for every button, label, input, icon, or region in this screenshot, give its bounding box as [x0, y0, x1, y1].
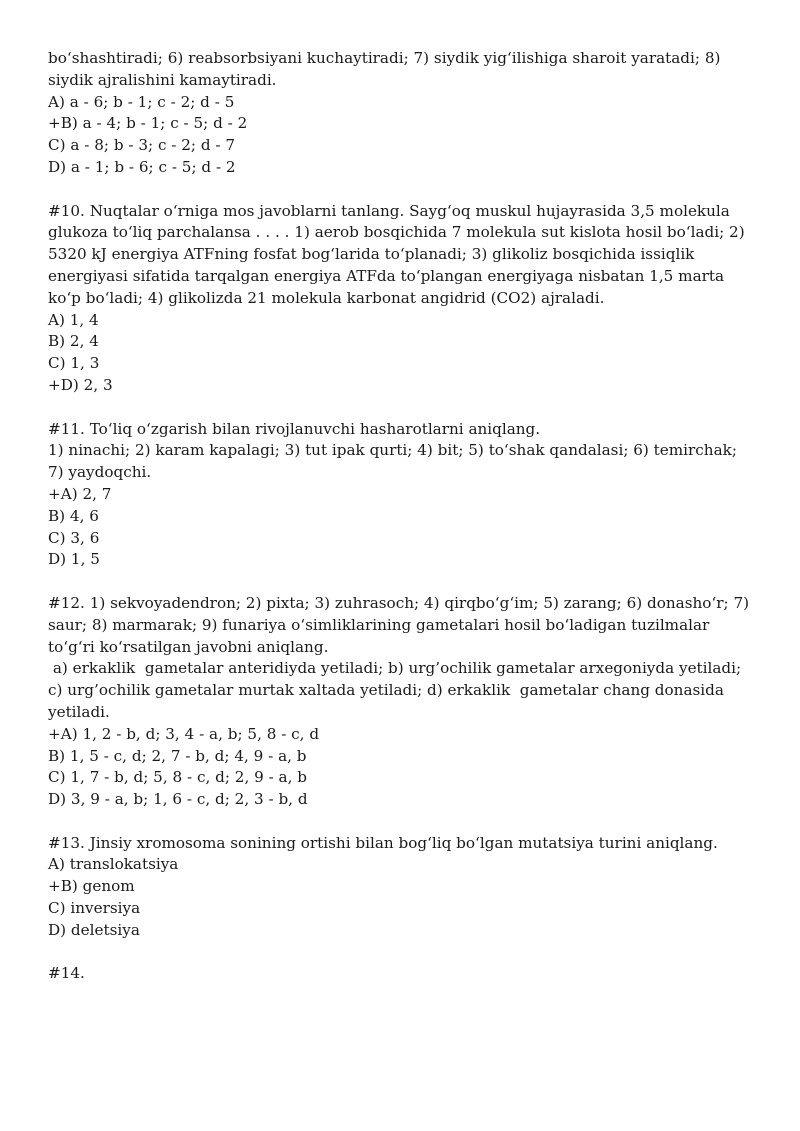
question-9-text: bo‘shashtiradi; 6) reabsorbsiyani kuchaytiradi; 7) siydik yig‘ilishiga sharoit yaratadi; 8) siydik ajralishini kamaytiradi. — [48, 49, 721, 89]
question-14-text: #14. — [48, 964, 85, 983]
question-10-option-b: B) 2, 4 — [48, 332, 99, 351]
question-12-option-b: B) 1, 5 - c, d; 2, 7 - b, d; 4, 9 - a, b — [48, 746, 307, 765]
question-13-option-c: C) inversiya — [48, 899, 141, 918]
question-9-option-a: A) a - 6; b - 1; c - 2; d - 5 — [48, 92, 235, 111]
spacer — [48, 179, 753, 201]
question-13-option-a: A) translokatsiya — [48, 855, 179, 874]
question-13 — [48, 833, 753, 942]
question-13-text: #13. Jinsiy xromosoma sonining ortishi bilan bog‘liq bo‘lgan mutatsiya turini aniqlang. — [48, 833, 718, 852]
question-11 — [48, 419, 753, 572]
spacer — [48, 942, 753, 964]
question-12-option-c: C) 1, 7 - b, d; 5, 8 - c, d; 2, 9 - a, b — [48, 768, 307, 787]
question-11-list: 1) ninachi; 2) karam kapalagi; 3) tut ipak qurti; 4) bit; 5) to‘shak qandalasi; 6) temirchak; 7) yaydoqchi. — [48, 441, 737, 482]
question-12 — [48, 593, 753, 811]
question-13-option-b: +B) genom — [48, 877, 135, 896]
question-13-option-d: D) deletsiya — [48, 920, 140, 939]
question-12-option-a: +A) 1, 2 - b, d; 3, 4 - a, b; 5, 8 - c, d — [48, 724, 320, 743]
question-14 — [48, 963, 753, 985]
spacer — [48, 397, 753, 419]
question-9-option-d: D) a - 1; b - 6; c - 5; d - 2 — [48, 157, 236, 176]
question-11-option-d: D) 1, 5 — [48, 550, 100, 569]
question-11-option-a: +A) 2, 7 — [48, 484, 112, 503]
question-12-sub: a) erkaklik gametalar anteridiyda yetiladi; b) urg’ochilik gametalar arxegoniyda yetiladi; c) urg’ochilik gametalar murtak xaltada yetiladi; d) erkaklik gametalar chang donasida yetiladi. — [48, 659, 746, 721]
question-9-option-c: C) a - 8; b - 3; c - 2; d - 7 — [48, 136, 236, 155]
question-11-option-b: B) 4, 6 — [48, 506, 99, 525]
spacer — [48, 811, 753, 833]
question-9-option-b: +B) a - 4; b - 1; c - 5; d - 2 — [48, 114, 248, 133]
question-10 — [48, 201, 753, 397]
spacer — [48, 571, 753, 593]
question-10-option-a: A) 1, 4 — [48, 310, 99, 329]
document-page — [48, 48, 753, 985]
question-12-text: #12. 1) sekvoyadendron; 2) pixta; 3) zuhrasoch; 4) qirqbo‘g‘im; 5) zarang; 6) donasho‘r; 7) saur; 8) marmarak; 9) funariya o‘simliklarining gametalari hosil bo‘ladigan tuzilmalar to‘g‘ri ko‘rsatilgan javobni aniqlang. — [48, 593, 750, 656]
question-11-text: #11. To‘liq o‘zgarish bilan rivojlanuvchi hasharotlarni aniqlang. — [48, 419, 541, 438]
question-10-option-d: +D) 2, 3 — [48, 375, 113, 394]
question-10-option-c: C) 1, 3 — [48, 354, 100, 373]
question-12-option-d: D) 3, 9 - a, b; 1, 6 - c, d; 2, 3 - b, d — [48, 790, 308, 809]
question-9 — [48, 48, 753, 179]
question-11-option-c: C) 3, 6 — [48, 528, 100, 547]
question-10-text: #10. Nuqtalar o‘rniga mos javoblarni tanlang. Sayg‘oq muskul hujayrasida 3,5 molekula glukoza to‘liq parchalansa . . . . 1) aerob bosqichida 7 molekula sut kislota hosil bo‘ladi; 2) 5320 kJ energiya ATFning fosfat bog‘larida to‘planadi; 3) glikoliz bosqichida issiqlik energiyasi sifatida tarqalgan energiya ATFda to‘plangan energiyaga nisbatan 1,5 marta ko‘p bo‘ladi; 4) glikolizda 21 molekula karbonat angidrid (CO2) ajraladi. — [48, 201, 745, 307]
